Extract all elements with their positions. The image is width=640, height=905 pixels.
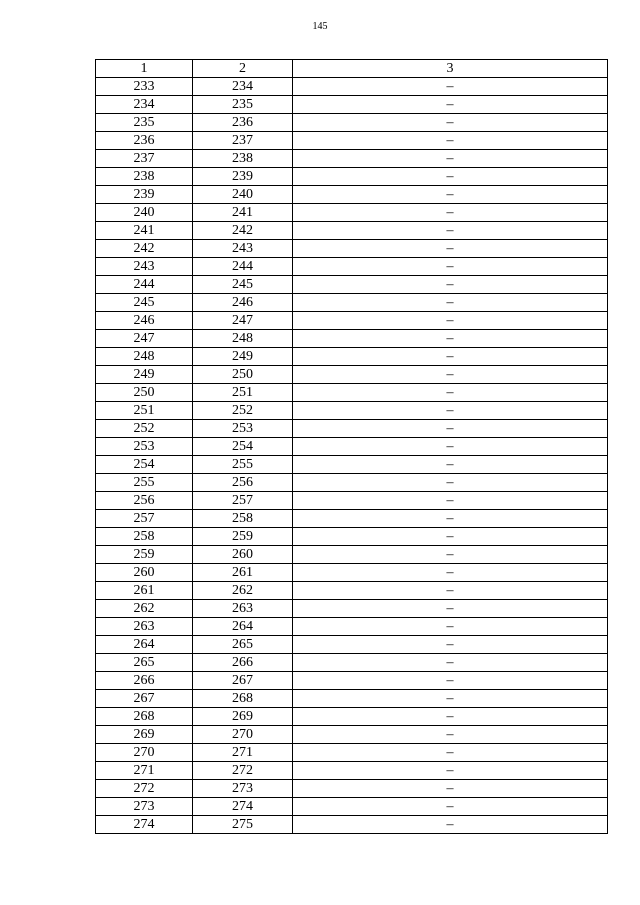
table-cell-col-3: – [293,168,608,186]
column-header-1: 1 [96,60,193,78]
table-cell-col-1: 245 [96,294,193,312]
table-cell-col-3: – [293,132,608,150]
table-cell-col-1: 260 [96,564,193,582]
table-cell-col-3: – [293,726,608,744]
table-cell-col-3: – [293,204,608,222]
table-cell-col-3: – [293,672,608,690]
table-cell-col-2: 264 [193,618,293,636]
table-cell-col-2: 256 [193,474,293,492]
table-row [96,672,608,690]
table-row [96,474,608,492]
table-cell-col-3: – [293,240,608,258]
table-row [96,708,608,726]
table-row [96,132,608,150]
table-cell-col-2: 266 [193,654,293,672]
data-table [95,59,608,834]
table-cell-col-1: 240 [96,204,193,222]
table-cell-col-3: – [293,150,608,168]
table-cell-col-3: – [293,582,608,600]
table-cell-col-1: 259 [96,546,193,564]
column-header-3: 3 [293,60,608,78]
table-cell-col-1: 274 [96,816,193,834]
table-cell-col-1: 267 [96,690,193,708]
table-row [96,564,608,582]
table-row [96,186,608,204]
table-row [96,762,608,780]
table-cell-col-2: 248 [193,330,293,348]
table-row [96,348,608,366]
table-cell-col-2: 257 [193,492,293,510]
table-cell-col-1: 253 [96,438,193,456]
table-cell-col-2: 252 [193,402,293,420]
table-cell-col-2: 237 [193,132,293,150]
table-row [96,384,608,402]
table-cell-col-3: – [293,294,608,312]
table-cell-col-3: – [293,690,608,708]
table-row [96,510,608,528]
table-cell-col-3: – [293,258,608,276]
table-cell-col-1: 266 [96,672,193,690]
table-row [96,600,608,618]
table-cell-col-2: 236 [193,114,293,132]
table-cell-col-2: 258 [193,510,293,528]
table-cell-col-2: 240 [193,186,293,204]
table-row [96,78,608,96]
table-cell-col-2: 273 [193,780,293,798]
table-row [96,690,608,708]
table-cell-col-1: 268 [96,708,193,726]
table-cell-col-1: 270 [96,744,193,762]
table-row [96,726,608,744]
table-cell-col-3: – [293,330,608,348]
table-row [96,528,608,546]
table-cell-col-2: 235 [193,96,293,114]
table-cell-col-2: 261 [193,564,293,582]
table-cell-col-1: 250 [96,384,193,402]
table-row [96,492,608,510]
table-row [96,654,608,672]
table-cell-col-3: – [293,276,608,294]
table-cell-col-1: 257 [96,510,193,528]
table-cell-col-1: 242 [96,240,193,258]
table-cell-col-1: 238 [96,168,193,186]
table-cell-col-1: 269 [96,726,193,744]
table-row [96,618,608,636]
table-cell-col-3: – [293,618,608,636]
table-row [96,744,608,762]
table-cell-col-3: – [293,96,608,114]
table-row [96,204,608,222]
table-cell-col-1: 271 [96,762,193,780]
table-cell-col-2: 271 [193,744,293,762]
table-cell-col-1: 236 [96,132,193,150]
table-row [96,438,608,456]
table-cell-col-2: 234 [193,78,293,96]
table-cell-col-3: – [293,654,608,672]
table-body [96,78,608,834]
table-cell-col-1: 265 [96,654,193,672]
table-cell-col-3: – [293,708,608,726]
table-cell-col-1: 263 [96,618,193,636]
table-cell-col-3: – [293,384,608,402]
table-cell-col-3: – [293,348,608,366]
table-cell-col-2: 244 [193,258,293,276]
table-row [96,276,608,294]
table-cell-col-2: 243 [193,240,293,258]
table-cell-col-2: 272 [193,762,293,780]
table-cell-col-1: 249 [96,366,193,384]
table-cell-col-1: 233 [96,78,193,96]
table-cell-col-3: – [293,510,608,528]
table-row [96,330,608,348]
table-cell-col-1: 247 [96,330,193,348]
table-row [96,312,608,330]
table-cell-col-3: – [293,420,608,438]
table-row [96,582,608,600]
table-cell-col-1: 248 [96,348,193,366]
table-row [96,546,608,564]
table-row [96,222,608,240]
table-cell-col-2: 245 [193,276,293,294]
table-row [96,402,608,420]
table-cell-col-2: 275 [193,816,293,834]
table-row [96,240,608,258]
table-cell-col-2: 269 [193,708,293,726]
table-cell-col-3: – [293,546,608,564]
table-cell-col-1: 254 [96,456,193,474]
table-cell-col-3: – [293,762,608,780]
table-cell-col-1: 244 [96,276,193,294]
table-cell-col-2: 238 [193,150,293,168]
table-cell-col-2: 254 [193,438,293,456]
table-cell-col-2: 268 [193,690,293,708]
table-cell-col-3: – [293,474,608,492]
table-cell-col-1: 237 [96,150,193,168]
table-cell-col-1: 272 [96,780,193,798]
table-cell-col-3: – [293,456,608,474]
table-cell-col-1: 262 [96,600,193,618]
table-cell-col-3: – [293,816,608,834]
table-cell-col-3: – [293,402,608,420]
table-row [96,780,608,798]
table-cell-col-1: 235 [96,114,193,132]
table-row [96,636,608,654]
table-cell-col-2: 241 [193,204,293,222]
table-cell-col-2: 255 [193,456,293,474]
table-cell-col-3: – [293,186,608,204]
page-number: 145 [312,21,328,32]
table-cell-col-1: 255 [96,474,193,492]
column-header-2: 2 [193,60,293,78]
table-cell-col-1: 256 [96,492,193,510]
table-cell-col-3: – [293,114,608,132]
table-row [96,114,608,132]
table-cell-col-3: – [293,798,608,816]
table-cell-col-3: – [293,222,608,240]
table-cell-col-2: 247 [193,312,293,330]
table-cell-col-2: 263 [193,600,293,618]
table-cell-col-3: – [293,366,608,384]
table-row [96,96,608,114]
table-row [96,816,608,834]
table-cell-col-3: – [293,744,608,762]
table-cell-col-3: – [293,528,608,546]
table-cell-col-2: 262 [193,582,293,600]
table-cell-col-2: 274 [193,798,293,816]
table-cell-col-2: 267 [193,672,293,690]
table-cell-col-1: 264 [96,636,193,654]
table-cell-col-1: 246 [96,312,193,330]
table-row [96,798,608,816]
table-cell-col-2: 270 [193,726,293,744]
table-cell-col-1: 261 [96,582,193,600]
table-cell-col-3: – [293,78,608,96]
table-cell-col-3: – [293,780,608,798]
table-row [96,366,608,384]
table-cell-col-2: 260 [193,546,293,564]
table-header-row [96,60,608,78]
table-cell-col-3: – [293,564,608,582]
table-cell-col-3: – [293,312,608,330]
table-cell-col-2: 251 [193,384,293,402]
table-row [96,456,608,474]
table-cell-col-1: 241 [96,222,193,240]
table-cell-col-1: 258 [96,528,193,546]
table-cell-col-2: 242 [193,222,293,240]
table-cell-col-3: – [293,492,608,510]
table-cell-col-3: – [293,600,608,618]
table-cell-col-2: 249 [193,348,293,366]
table-cell-col-1: 273 [96,798,193,816]
table-cell-col-3: – [293,438,608,456]
table-cell-col-2: 239 [193,168,293,186]
table-cell-col-1: 239 [96,186,193,204]
table-row [96,420,608,438]
table-cell-col-2: 259 [193,528,293,546]
table-cell-col-3: – [293,636,608,654]
table-cell-col-2: 253 [193,420,293,438]
table-cell-col-2: 265 [193,636,293,654]
table-row [96,150,608,168]
table-cell-col-1: 234 [96,96,193,114]
table-row [96,168,608,186]
table-cell-col-1: 243 [96,258,193,276]
table-row [96,294,608,312]
table-cell-col-2: 250 [193,366,293,384]
table-cell-col-2: 246 [193,294,293,312]
table-cell-col-1: 252 [96,420,193,438]
table-row [96,258,608,276]
table-cell-col-1: 251 [96,402,193,420]
